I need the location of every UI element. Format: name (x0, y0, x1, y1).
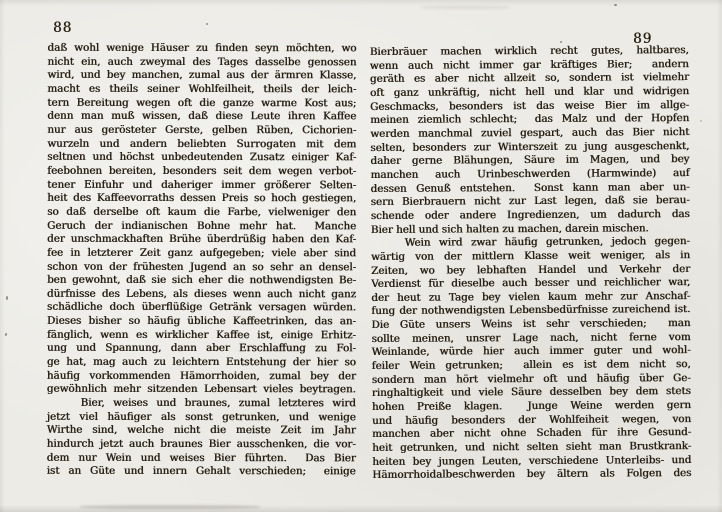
text-line: wurzeln und andern beliebten Surrogaten mit dem (47, 137, 357, 150)
text-line: dem nur Wein und weises Bier führten. Das Bier (46, 451, 356, 464)
text-line: ist an Güte und innern Gehalt verschieden; einige (46, 465, 356, 478)
text-line: selten, besonders zur Winterszeit zu jung ausgeschenkt, (370, 139, 690, 154)
scan-artifact (206, 23, 208, 25)
text-line: sern Bierbrauern nicht zur Last legen, daß sie berau- (370, 194, 690, 209)
text-line: Geruch der indianischen Bohne mehr hat. Manche (47, 219, 357, 232)
text-line: heit des Kaffeevorraths dessen Preis so hoch gestiegen, (47, 191, 357, 205)
text-line: Die Güte unsers Weins ist sehr verschieden; man (371, 317, 691, 332)
text-line: dürfnisse des Lebens, als dieses wenn auch nicht ganz (46, 287, 356, 301)
text-line: fee in letzterer Zeit ganz aufgegeben; viele aber sind (47, 246, 357, 260)
text-line: werden manchmal zuviel gespart, auch das Bier nicht (370, 125, 690, 140)
text-line: fung der nothwendigsten Lebensbedürfnisse zureichend ist. (371, 303, 691, 318)
text-line: Wein wird zwar häufig getrunken, jedoch gegen- (370, 235, 690, 250)
text-line: häufig vorkommenden Hämorrhoiden, zumal bey der (46, 369, 356, 383)
text-line: nur aus gerösteter Gerste, gelben Rüben, Cichorien- (47, 123, 357, 137)
text-line: der heut zu Tage bey vielen kaum mehr zur Anschaf- (371, 289, 691, 304)
text-line: nicht ein, auch zweymal des Tages dasselbe genossen (47, 55, 357, 68)
text-line: Dieses bisher so häufig übliche Kaffeetrinken, das an- (46, 314, 356, 328)
text-line: meinen ziemlich schlecht; das Malz und der Hopfen (370, 112, 690, 127)
text-line: Geschmacks, besonders ist das weise Bier im allge- (370, 98, 690, 113)
scan-artifact (560, 41, 562, 43)
scan-artifact (700, 120, 702, 122)
page-number-left: 88 (53, 20, 73, 36)
text-line: daher gerne Blähungen, Säure im Magen, und bey (370, 153, 690, 168)
text-line: sondern man hört vielmehr oft und häufig über Ge- (371, 371, 691, 386)
text-line: Bier hell und sich halten zu machen, darein mischen. (370, 221, 649, 236)
text-line: manchen auch Urinbeschwerden (Harmwinde) auf (370, 166, 690, 181)
text-line: Bier, weises und braunes, zumal letzteres wird (46, 396, 356, 410)
page-88-text (47, 42, 357, 480)
text-line: feebohnen bereiten, besonders seit dem wegen verbot- (47, 164, 357, 178)
text-line: schädliche doch überflüßige Getränk versagen würden. (46, 301, 356, 314)
text-line: heiten bey jungen Leuten, verschiedene Unterleibs- und (372, 453, 692, 468)
text-line: schon von der frühesten Jugend an so sehr an densel- (46, 260, 356, 273)
text-line: der unschmackhaften Brühe überdrüßig haben den Kaf- (47, 232, 357, 246)
text-line: heit getrunken, und nicht selten sieht man Brustkrank- (372, 440, 692, 455)
text-line: macht es theils seiner Wohlfeilheit, theils der leich- (47, 82, 357, 96)
text-line: hohen Preiße klagen. Junge Weine werden gern (371, 399, 691, 414)
text-line: Bierbräuer machen wirklich recht gutes, haltbares, (369, 44, 689, 58)
scan-artifact (614, 4, 617, 6)
scan-artifact (6, 296, 8, 300)
text-line: ge hat, mag auch zu leichtern Entstehung der hier so (46, 355, 356, 369)
text-line: Zeiten, wo bey lebhaften Handel und Verkehr der (371, 262, 691, 277)
scan-artifact (80, 505, 260, 509)
text-line: ringhaltigkeit und viele Säure desselben bey dem stets (371, 385, 691, 400)
text-line: hindurch jetzt auch braunes Bier ausschenken, die vor- (46, 437, 356, 451)
text-line: gewöhnlich mehr sitzenden Lebensart vieles beytragen. (46, 383, 356, 396)
text-line: und häufig besonders der Wohlfeiheit wegen, von (371, 412, 691, 427)
text-line: fänglich, wenn es wirklicher Kaffee ist, einige Erhitz- (46, 328, 356, 342)
text-line: geräth es aber nicht allzeit so, sondern ist vielmehr (369, 71, 689, 86)
scan-artifact (5, 333, 8, 337)
text-line: ung und Spannung, dann aber Erschlaffung zu Fol- (46, 342, 356, 355)
text-line: Weinlande, würde hier auch immer guter und wohl- (371, 344, 691, 359)
text-line: sollte meinen, unsrer Lage nach, nicht ferne vom (371, 330, 691, 345)
text-line: denn man muß wissen, daß diese Leute ihren Kaffee (47, 110, 357, 123)
text-line: Verdienst für dieselbe auch besser und reichlicher war, (371, 276, 691, 291)
text-line: wird, und bey manchen, zumal aus der ärmren Klasse, (47, 69, 357, 82)
page-number-right: 89 (633, 31, 653, 47)
text-line: so daß derselbe oft kaum die Farbe, vielweniger den (47, 205, 357, 219)
text-line: Wirthe sind, welche nicht die meiste Zeit im Jahr (46, 424, 356, 437)
text-line: schende oder andere Ingredienzen, um dadurch das (370, 207, 690, 222)
text-line: oft ganz unkräftig, nicht hell und klar und widrigen (369, 84, 689, 99)
text-line: wärtig von der mittlern Klasse weit weniger, als in (370, 248, 690, 263)
text-line: tern Bereitung wegen oft die ganze warme Kost aus; (47, 96, 357, 109)
text-line: feiler Wein getrunken; allein es ist dem nicht so, (371, 358, 691, 373)
text-line: Hämorrhoidalbeschwerden bey ältern als Folgen des (372, 467, 692, 482)
text-line: manchen aber nicht ohne Schaden für ihre Gesund- (372, 426, 692, 441)
text-line: wenn auch nicht immer gar kräftiges Bier; andern (369, 57, 689, 72)
scan-artifact (420, 6, 510, 9)
page-89-text (370, 44, 692, 483)
text-line: dessen Genuß entstehen. Sonst kann man aber un- (370, 180, 690, 195)
text-line: tener Einfuhr und daheriger immer größerer Selten- (47, 178, 357, 191)
text-line: jetzt viel häufiger als sonst getrunken, und wenige (46, 410, 356, 423)
text-line: seltnen und höchst unbedeutenden Zusatz einiger Kaf- (47, 150, 357, 164)
text-line: ben gewohnt, daß sie sich eher die nothwendigsten Be- (46, 273, 356, 287)
text-line: daß wohl wenige Häuser zu finden seyn möchten, wo (47, 41, 357, 55)
